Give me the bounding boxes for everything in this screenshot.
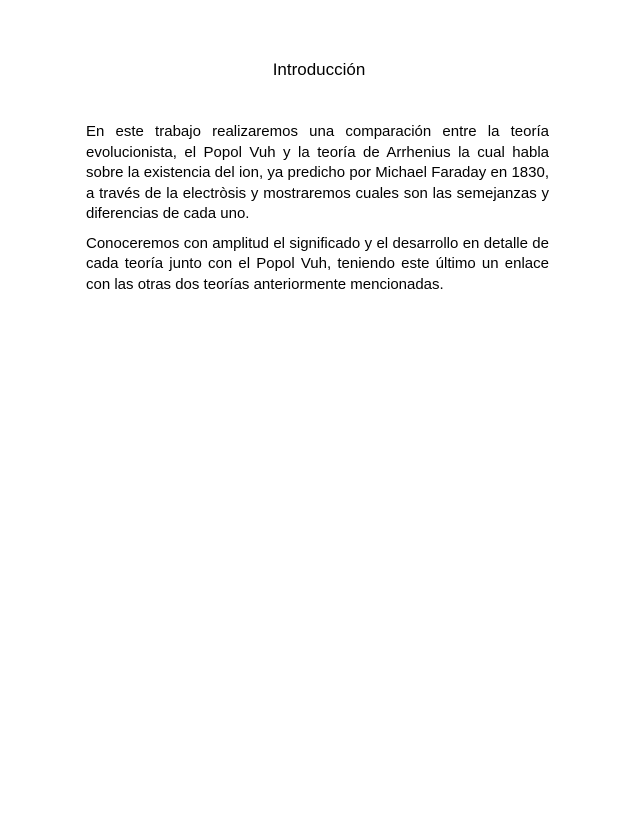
paragraph-2: Conoceremos con amplitud el significado y el desarrollo en detalle de cada teoría junto con el Popol Vuh, teniendo este último un enlace con las otras dos teorías anteriormente mencionadas. [86, 234, 549, 293]
document-body [86, 122, 549, 304]
paragraph-1: En este trabajo realizaremos una comparación entre la teoría evolucionista, el Popol Vuh y la teoría de Arrhenius la cual habla sobre la existencia del ion, ya predicho por Michael Faraday en 1830, a través de la electròsis y mostraremos cuales son las semejanzas y diferencias de cada uno. [86, 123, 549, 222]
page-title: Introducción [272, 60, 366, 79]
